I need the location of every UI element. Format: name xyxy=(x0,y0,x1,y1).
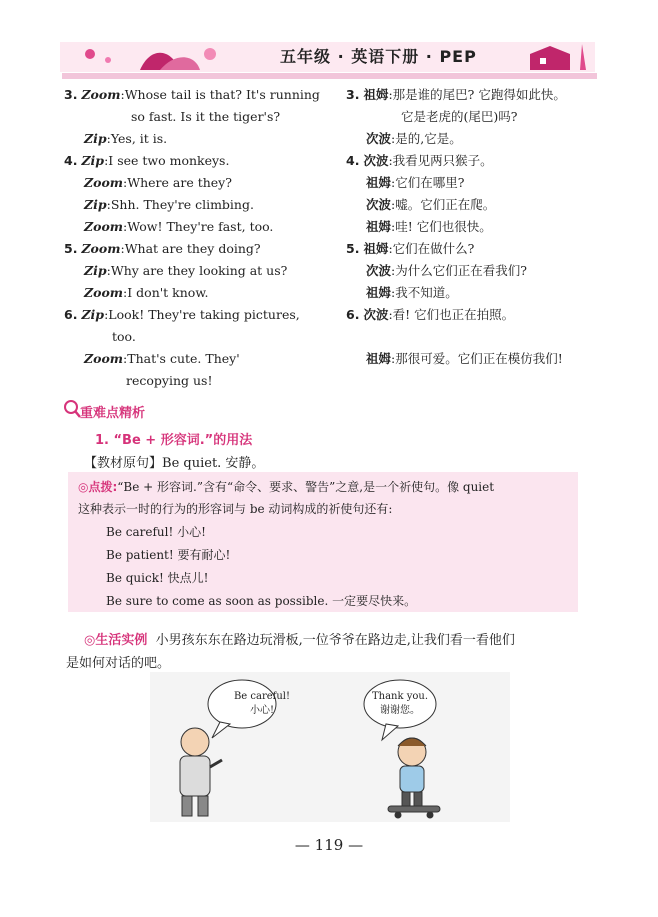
tip-line xyxy=(78,478,494,496)
line-text: 它是老虎的(尾巴)吗? xyxy=(401,109,518,124)
illustration xyxy=(150,672,510,822)
life-text-cont: 是如何对话的吧。 xyxy=(66,656,171,671)
speaker: Zip xyxy=(84,263,107,278)
item-number: 5. xyxy=(64,241,78,256)
dialogue-line xyxy=(126,370,212,392)
tip-label: 点拨: xyxy=(88,480,118,494)
dialogue-line: 次波:是的,它是。 xyxy=(366,131,462,146)
speaker: Zip xyxy=(84,197,107,212)
tip-example: Be quick! 快点儿! xyxy=(106,571,209,585)
bubble-right-en: Thank you. xyxy=(371,691,429,702)
speaker: 祖姆 xyxy=(363,87,389,102)
dialogue-line: 次波:嘘。它们正在爬。 xyxy=(366,197,496,212)
speaker: 祖姆 xyxy=(363,241,389,256)
source-text: Be quiet. 安静。 xyxy=(162,456,265,471)
speaker: 祖姆 xyxy=(366,175,392,190)
line-text: 那很可爱。它们正在模仿我们! xyxy=(395,351,563,366)
tip-example: Be sure to come as soon as possible. 一定要尽快来。 xyxy=(106,594,417,608)
life-label: 生活实例 xyxy=(95,633,148,648)
tip-example: Be careful! 小心! xyxy=(106,525,206,539)
line-text: Yes, it is. xyxy=(110,131,168,146)
line-text: 为什么它们正在看我们? xyxy=(395,263,527,278)
speaker: Zoom xyxy=(81,241,121,256)
dialogue-line: 6. Zip:Look! They're taking pictures, xyxy=(64,307,300,322)
dialogue-line: 祖姆:它们在哪里? xyxy=(366,175,465,190)
speaker: 祖姆 xyxy=(366,285,392,300)
dialogue-line: 4. Zip:I see two monkeys. xyxy=(64,153,230,168)
dialogue-line: Zip:Why are they looking at us? xyxy=(84,263,288,278)
dialogue-line xyxy=(401,106,517,128)
dialogue-line: Zip:Shh. They're climbing. xyxy=(84,197,254,212)
speaker: Zoom xyxy=(81,87,121,102)
item-number: 5. xyxy=(346,241,360,256)
line-text: too. xyxy=(112,329,136,344)
dialogue-line: 5. 祖姆:它们在做什么? xyxy=(346,241,475,256)
bubble-left-en: Be careful! xyxy=(233,691,291,702)
speaker: 祖姆 xyxy=(366,219,392,234)
bubble-left-text xyxy=(218,690,306,718)
item-number: 6. xyxy=(64,307,78,322)
section-subtitle: 1. “Be + 形容词.”的用法 xyxy=(95,433,253,448)
bubble-right-text xyxy=(356,690,444,718)
line-text: 嘘。它们正在爬。 xyxy=(395,197,496,212)
tip-text: 这种表示一时的行为的形容词与 be 动词构成的祈使句还有: xyxy=(78,502,393,516)
line-text: Shh. They're climbing. xyxy=(110,197,254,212)
source-label: 【教材原句】 xyxy=(84,456,163,471)
tip-line xyxy=(78,500,392,518)
bullet-icon: ◎ xyxy=(84,633,96,648)
line-text: 看! 它们也正在拍照。 xyxy=(392,307,515,322)
item-number: 3. xyxy=(64,87,78,102)
speaker: 次波 xyxy=(363,153,389,168)
speaker: Zoom xyxy=(84,351,124,366)
line-text: I see two monkeys. xyxy=(108,153,230,168)
line-text: Whose tail is that? It's running xyxy=(124,87,320,102)
page-number: — 119 — xyxy=(294,836,364,854)
bubble-right-cn: 谢谢您。 xyxy=(380,705,420,716)
line-text: 是的,它是。 xyxy=(395,131,462,146)
speaker: 次波 xyxy=(366,197,392,212)
life-example xyxy=(84,629,515,648)
section-title: 重难点精析 xyxy=(80,406,146,421)
life-text: 小男孩东东在路边玩滑板,一位爷爷在路边走,让我们看一看他们 xyxy=(155,633,515,648)
speaker: 祖姆 xyxy=(366,351,392,366)
speaker: Zoom xyxy=(84,219,124,234)
speaker: 次波 xyxy=(363,307,389,322)
item-number: 4. xyxy=(64,153,78,168)
header-rule xyxy=(62,73,597,79)
dialogue-line: Zoom:That's cute. They' xyxy=(84,351,240,366)
dialogue-line xyxy=(131,106,280,128)
dialogue-line: 5. Zoom:What are they doing? xyxy=(64,241,261,256)
line-text: recopying us! xyxy=(126,373,213,388)
line-text: Wow! They're fast, too. xyxy=(127,219,274,234)
line-text: Look! They're taking pictures, xyxy=(108,307,300,322)
dialogue-line: 6. 次波:看! 它们也正在拍照。 xyxy=(346,307,515,322)
item-number: 6. xyxy=(346,307,360,322)
line-text: That's cute. They' xyxy=(127,351,240,366)
dialogue-line: Zoom:Where are they? xyxy=(84,175,232,190)
line-text: 它们在哪里? xyxy=(395,175,465,190)
dialogue-line: 4. 次波:我看见两只猴子。 xyxy=(346,153,493,168)
dialogue-line: Zoom:Wow! They're fast, too. xyxy=(84,219,274,234)
source-sentence xyxy=(84,452,264,471)
dialogue-line xyxy=(112,326,136,348)
line-text: I don't know. xyxy=(127,285,209,300)
dialogue-line: 祖姆:哇! 它们也很快。 xyxy=(366,219,492,234)
line-text: Why are they looking at us? xyxy=(110,263,288,278)
line-text: 我看见两只猴子。 xyxy=(392,153,493,168)
dialogue-line: 祖姆:我不知道。 xyxy=(366,285,458,300)
line-text: so fast. Is it the tiger's? xyxy=(131,109,281,124)
header-title: 五年级 · 英语下册 · PEP xyxy=(280,47,477,66)
speaker: Zip xyxy=(84,131,107,146)
dialogue-line: 3. 祖姆:那是谁的尾巴? 它跑得如此快。 xyxy=(346,87,566,102)
speaker: 次波 xyxy=(366,263,392,278)
dialogue-line: 祖姆:那很可爱。它们正在模仿我们! xyxy=(366,351,563,366)
speaker: Zip xyxy=(81,153,105,168)
tip-text: “Be + 形容词.”含有“命令、要求、警告”之意,是一个祈使句。像 quiet xyxy=(117,480,495,494)
dialogue-line: 次波:为什么它们正在看我们? xyxy=(366,263,527,278)
item-number: 3. xyxy=(346,87,360,102)
bullet-icon: ◎ xyxy=(78,480,89,494)
line-text: What are they doing? xyxy=(124,241,261,256)
dialogue-line: Zip:Yes, it is. xyxy=(84,131,168,146)
dialogue-line: Zoom:I don't know. xyxy=(84,285,209,300)
dialogue-line: 3. Zoom:Whose tail is that? It's running xyxy=(64,87,320,102)
line-text: 我不知道。 xyxy=(395,285,458,300)
line-text: 哇! 它们也很快。 xyxy=(395,219,492,234)
line-text: 它们在做什么? xyxy=(392,241,475,256)
tip-example: Be patient! 要有耐心! xyxy=(106,548,231,562)
speaker: Zoom xyxy=(84,175,124,190)
line-text: Where are they? xyxy=(127,175,232,190)
speaker: Zip xyxy=(81,307,105,322)
magnifier-icon xyxy=(62,398,82,420)
speaker: 次波 xyxy=(366,131,392,146)
bubble-left-cn: 小心! xyxy=(249,705,275,716)
speaker: Zoom xyxy=(84,285,124,300)
line-text: 那是谁的尾巴? 它跑得如此快。 xyxy=(392,87,566,102)
item-number: 4. xyxy=(346,153,360,168)
